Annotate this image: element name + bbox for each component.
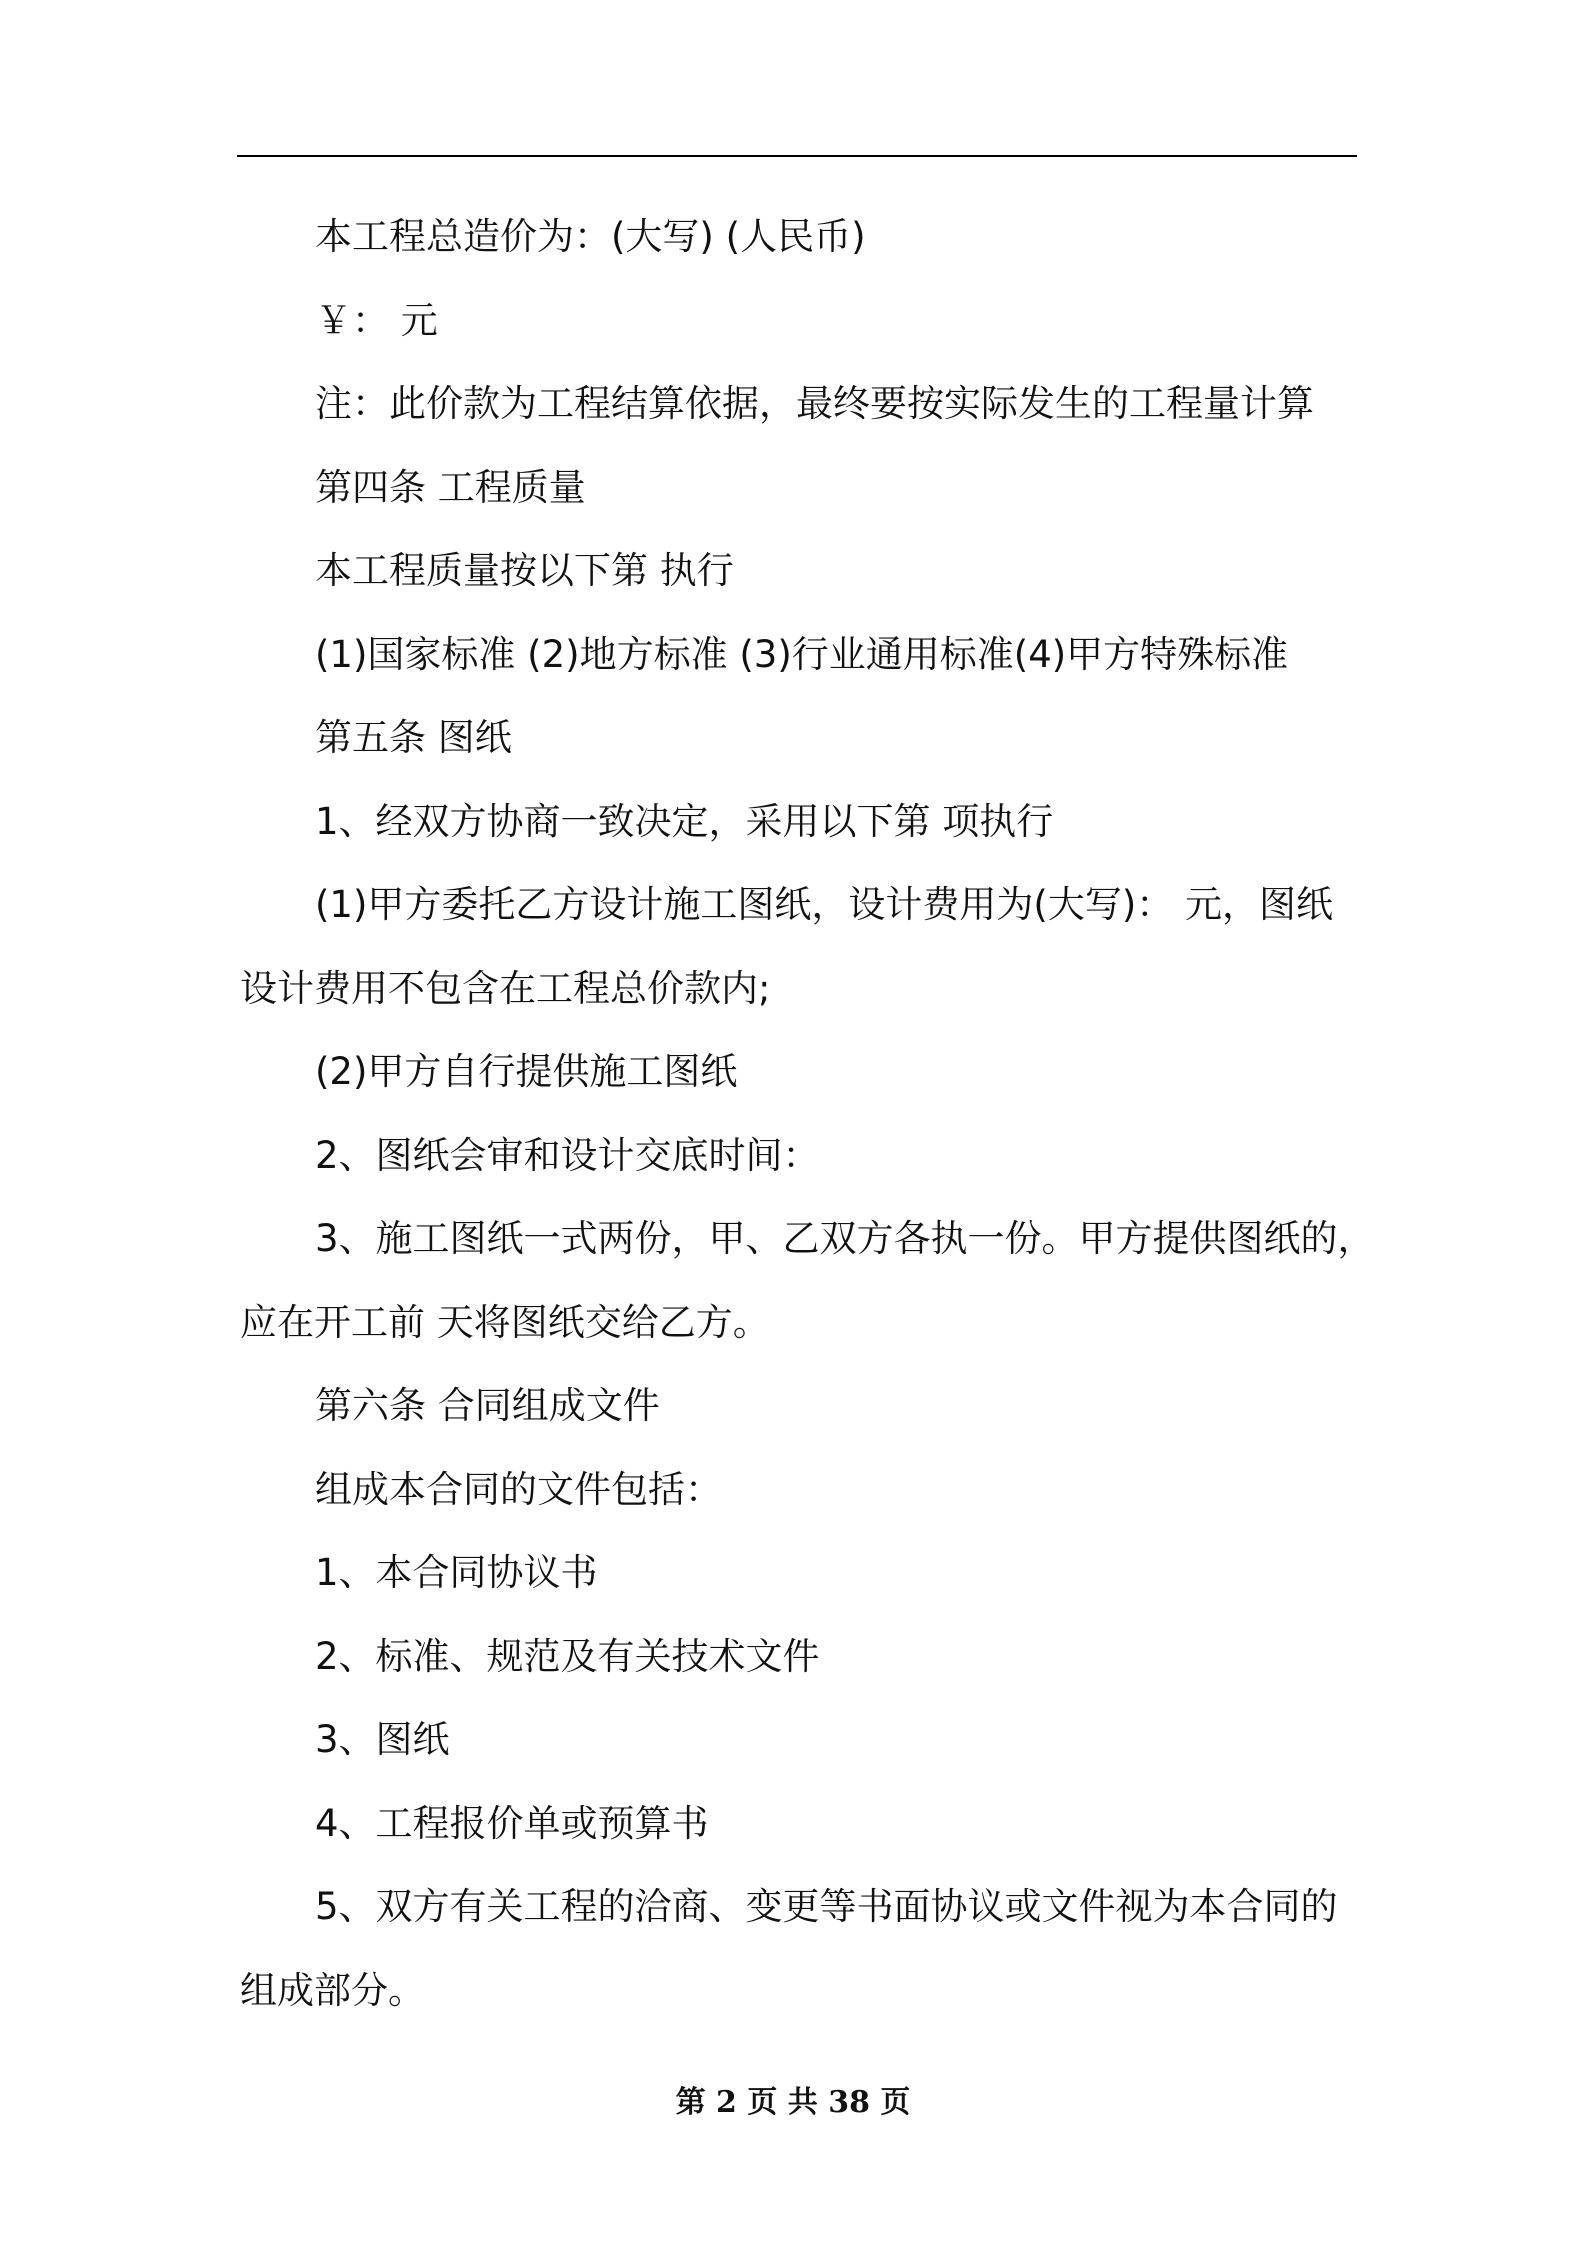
list-item-documents-2: 2、标准、规范及有关技术文件: [315, 1634, 820, 1678]
page-number-footer: 第 2 页 共 38 页: [675, 2085, 911, 2120]
paragraph-price-note: 注：此价款为工程结算依据，最终要按实际发生的工程量计算: [315, 382, 1314, 425]
paragraph-total-price: 本工程总造价为：(大写) (人民币): [315, 215, 866, 258]
list-item-drawings-2: 2、图纸会审和设计交底时间：: [315, 1133, 820, 1177]
article-4-heading: 第四条 工程质量: [315, 465, 586, 509]
list-item-documents-1: 1、本合同协议书: [315, 1551, 598, 1594]
article-5-heading: 第五条 图纸: [315, 716, 512, 759]
paragraph-quality-standard: 本工程质量按以下第 执行: [315, 549, 734, 592]
header-rule: [237, 155, 1357, 157]
document-body: [240, 195, 1375, 2032]
list-item-drawings-3-continued: 应在开工前 天将图纸交给乙方。: [240, 1300, 770, 1344]
paragraph-design-fee: (1)甲方委托乙方设计施工图纸，设计费用为(大写)： 元，图纸: [315, 883, 1334, 926]
paragraph-owner-drawings: (2)甲方自行提供施工图纸: [315, 1050, 738, 1093]
paragraph-design-fee-continued: 设计费用不包含在工程总价款内;: [240, 966, 771, 1010]
list-item-drawings-1: 1、经双方协商一致决定，采用以下第 项执行: [315, 799, 1054, 843]
paragraph-amount-yuan: ￥： 元: [315, 298, 438, 342]
paragraph-contract-documents: 组成本合同的文件包括：: [315, 1467, 722, 1511]
list-item-documents-5-continued: 组成部分。: [240, 1968, 425, 2012]
list-item-drawings-3: 3、施工图纸一式两份，甲、乙双方各执一份。甲方提供图纸的，: [315, 1217, 1375, 1260]
list-item-documents-5: 5、双方有关工程的洽商、变更等书面协议或文件视为本合同的: [315, 1885, 1338, 1928]
list-item-documents-4: 4、工程报价单或预算书: [315, 1801, 709, 1845]
paragraph-standard-options: (1)国家标准 (2)地方标准 (3)行业通用标准(4)甲方特殊标准: [315, 632, 1289, 676]
article-6-heading: 第六条 合同组成文件: [315, 1384, 660, 1427]
list-item-documents-3: 3、图纸: [315, 1718, 450, 1761]
